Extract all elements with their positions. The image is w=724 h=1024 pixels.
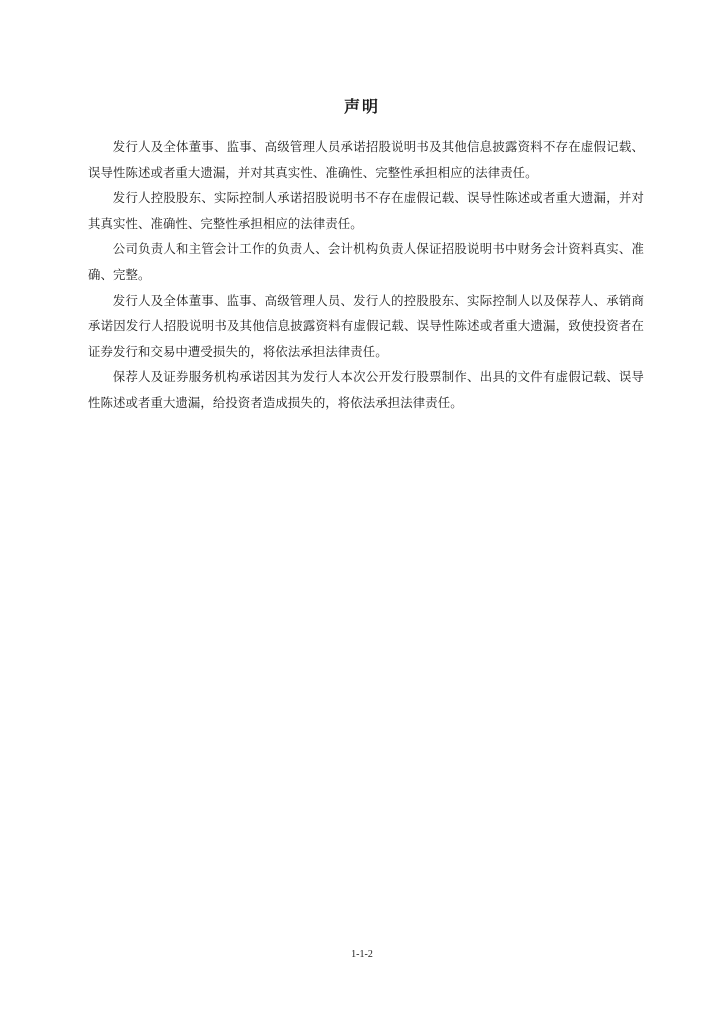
paragraph-controlling-shareholder-commitment: 发行人控股股东、实际控制人承诺招股说明书不存在虚假记载、误导性陈述或者重大遗漏，并对其真实性、准确性、完整性承担相应的法律责任。 <box>88 190 644 231</box>
page-number: 1-1-2 <box>351 949 373 960</box>
paragraph-financial-accuracy: 公司负责人和主管会计工作的负责人、会计机构负责人保证招股说明书中财务会计资料真实、准确、完整。 <box>88 241 644 282</box>
page-title: 声明 <box>343 97 380 116</box>
paragraph-directors-commitment: 发行人及全体董事、监事、高级管理人员承诺招股说明书及其他信息披露资料不存在虚假记载、误导性陈述或者重大遗漏，并对其真实性、准确性、完整性承担相应的法律责任。 <box>88 139 644 180</box>
paragraph-sponsor-commitment: 保荐人及证券服务机构承诺因其为发行人本次公开发行股票制作、出具的文件有虚假记载、误导性陈述或者重大遗漏，给投资者造成损失的，将依法承担法律责任。 <box>88 369 644 410</box>
declaration-body <box>88 134 644 416</box>
paragraph-liability: 发行人及全体董事、监事、高级管理人员、发行人的控股股东、实际控制人以及保荐人、承销商承诺因发行人招股说明书及其他信息披露资料有虚假记载、误导性陈述或者重大遗漏，致使投资者在证券发行和交易中遭受损失的，将依法承担法律责任。 <box>88 292 644 359</box>
